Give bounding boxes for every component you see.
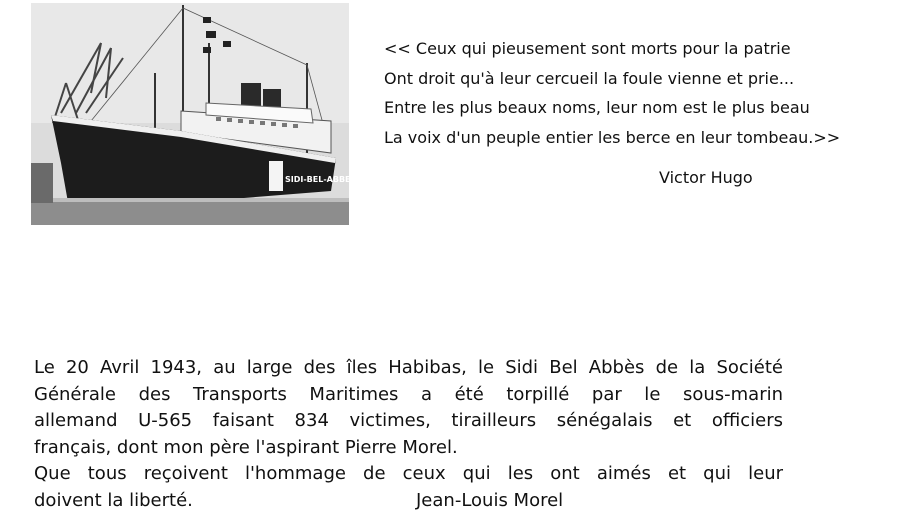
ship-hull-lettering: SIDI-BEL-ABBES — [285, 175, 357, 184]
poem-line-2: Ont droit qu'à leur cercueil la foule vienne et prie... — [384, 68, 795, 88]
tribute-line-1: Le 20 Avril 1943, au large des îles Habibas, le Sidi Bel Abbès de la Société — [34, 357, 783, 378]
tribute-line-6: doivent la liberté. — [34, 489, 193, 511]
poem-author: Victor Hugo — [659, 168, 753, 187]
ship-photo — [31, 3, 357, 225]
poem-line-1: << Ceux qui pieusement sont morts pour la patrie — [384, 39, 791, 58]
tribute-line-6-wrap — [34, 488, 783, 515]
tribute-paragraph — [34, 355, 783, 515]
poem-line-3: Entre les plus beaux noms, leur nom est le plus beau — [384, 98, 810, 117]
poem-quote — [384, 34, 884, 152]
signature: Jean-Louis Morel — [416, 489, 564, 511]
tribute-line-3: allemand U-565 faisant 834 victimes, tirailleurs sénégalais et officiers — [34, 410, 783, 432]
tribute-line-2: Générale des Transports Maritimes a été torpillé par le sous-marin — [34, 383, 783, 405]
tribute-line-4: français, dont mon père l'aspirant Pierre Morel. — [34, 436, 458, 458]
poem-line-4: La voix d'un peuple entier les berce en leur tombeau.>> — [384, 127, 841, 147]
tribute-line-5: Que tous reçoivent l'hommage de ceux qui les ont aimés et qui leur — [34, 463, 783, 485]
